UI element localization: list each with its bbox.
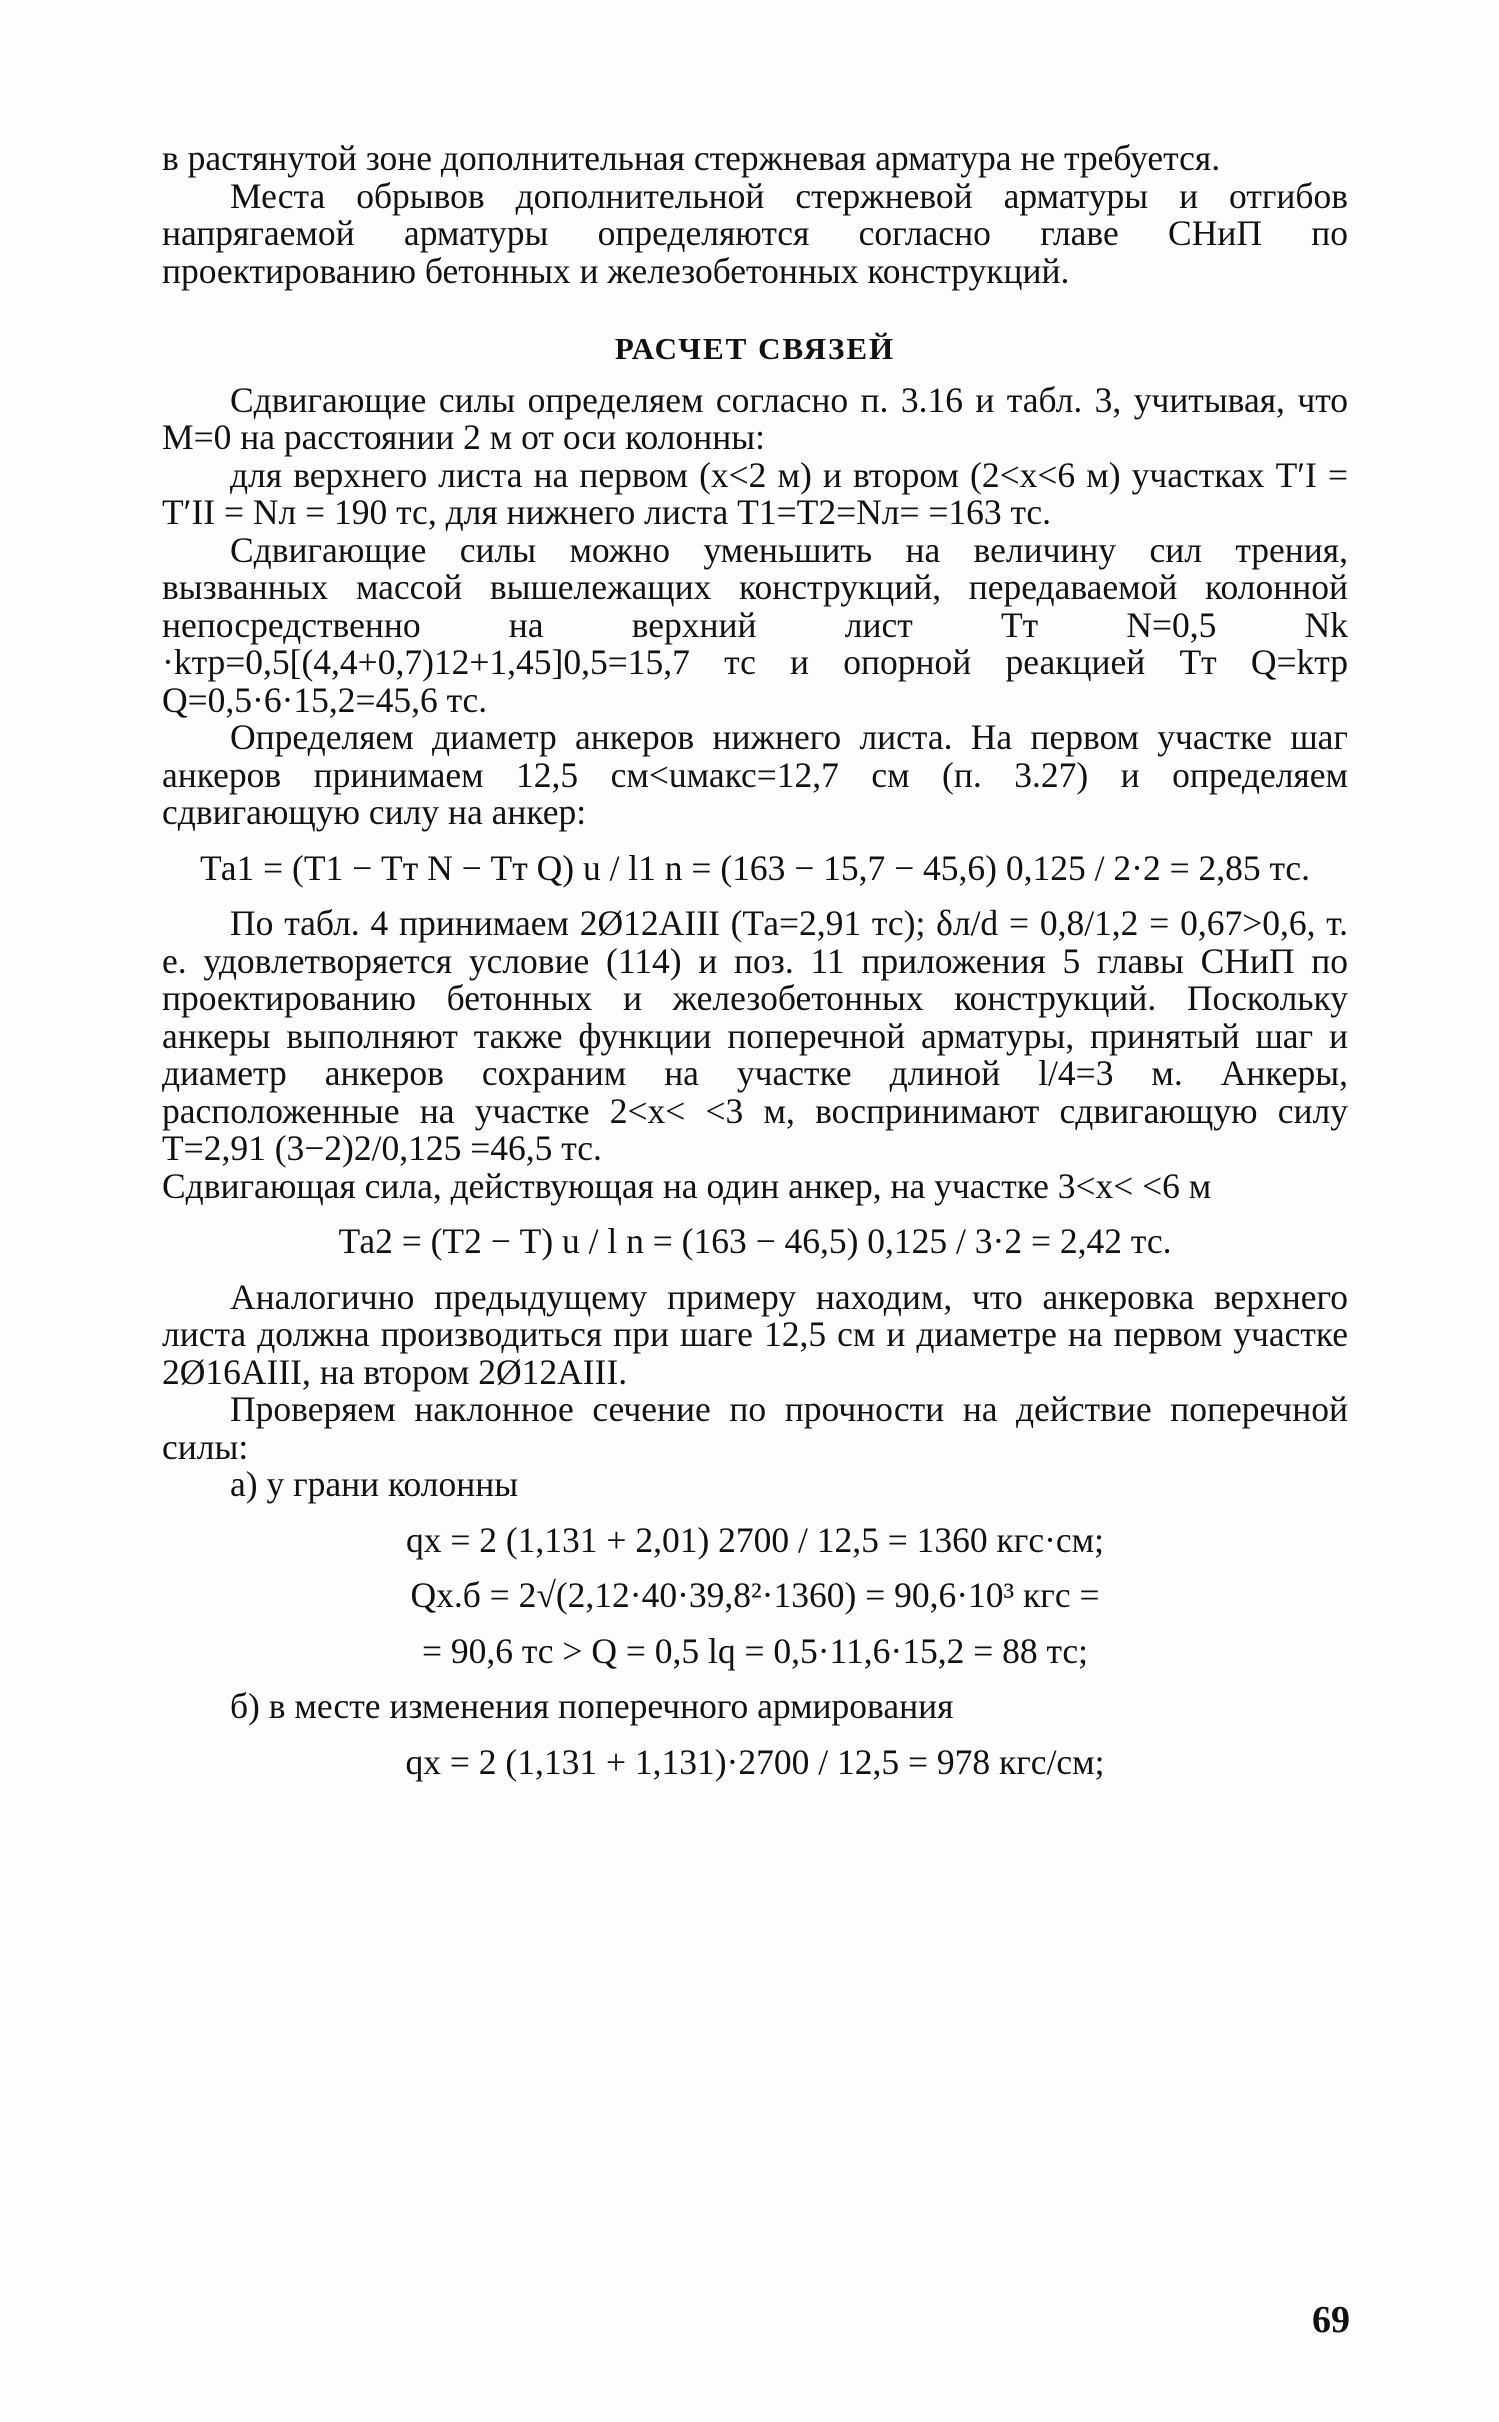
formula-qxb: Qх.б = 2√(2,12·40·39,8²·1360) = 90,6·10³ кгс = [410, 1575, 1100, 1615]
paragraph-10: Проверяем наклонное сечение по прочности на действие поперечной силы: [162, 1389, 1348, 1467]
page-body [162, 140, 1348, 1799]
paragraph-6: Определяем диаметр анкеров нижнего листа. На первом участке шаг анкеров принимаем 12,5 см<uмакс=12,7 см (п. 3.27) и определяем сдвигающую силу на анкер: [162, 717, 1348, 832]
paragraph-2: Места обрывов дополнительной стержневой арматуры и отгибов напрягаемой арматуры определяются согласно главе СНиП по проектированию бетонных и железобетонных конструкций. [162, 175, 1348, 291]
paragraph-8: Сдвигающая сила, действующая на один анкер, на участке 3<х< <6 м [162, 1165, 1212, 1206]
list-item-b: б) в месте изменения поперечного армирования [230, 1686, 954, 1726]
list-item-a: а) у грани колонны [230, 1464, 519, 1504]
paragraph-1: в растянутой зоне дополнительная стержневая арматура не требуется. [162, 138, 1221, 178]
paragraph-3: Сдвигающие силы определяем согласно п. 3.16 и табл. 3, учитывая, что М=0 на расстоянии 2 м от оси колонны: [162, 379, 1348, 457]
formula-ta1: Та1 = (Т1 − Тт N − Тт Q) u / l1 n = (163 − 15,7 − 45,6) 0,125 / 2·2 = 2,85 тс. [199, 847, 1311, 888]
page-number: 69 [1312, 2299, 1350, 2341]
formula-qxb-result: = 90,6 тс > Q = 0,5 lq = 0,5·11,6·15,2 = 88 тс; [421, 1630, 1089, 1671]
formula-qx-2: qх = 2 (1,131 + 1,131)·2700 / 12,5 = 978 кгс/см; [405, 1741, 1105, 1782]
paragraph-7: По табл. 4 принимаем 2Ø12АIII (Та=2,91 тс); δл/d = 0,8/1,2 = 0,67>0,6, т. е. удовлетворяется условие (114) и поз. 11 приложения 5 главы СНиП по проектированию бетонных и железобетонных конструкций. Поскольку анкеры выполняют также функции поперечной арматуры, принятый шаг и диаметр анкеров сохраним на участке длиной l/4=3 м. Анкеры, расположенные на участке 2<х< <3 м, воспринимают сдвигающую силу Т=2,91 (3−2)2/0,125 =46,5 тс. [162, 903, 1348, 1168]
paragraph-5: Сдвигающие силы можно уменьшить на величину сил трения, вызванных массой вышележащих конструкций, передаваемой колонной непосредственно на верхний лист Тт N=0,5 Nk ·kтр=0,5[(4,4+0,7)12+1,45]0,5=15,7 тс и опорной реакцией Тт Q=kтр Q=0,5·6·15,2=45,6 тс. [162, 529, 1348, 720]
formula-ta2: Та2 = (Т2 − Т) u / l n = (163 − 46,5) 0,125 / 3·2 = 2,42 тс. [338, 1221, 1172, 1261]
formula-qx-1: qх = 2 (1,131 + 2,01) 2700 / 12,5 = 1360 кгс·см; [405, 1519, 1105, 1560]
paragraph-4: для верхнего листа на первом (х<2 м) и втором (2<х<6 м) участках Т′I = Т′II = Nл = 190 тс, для нижнего листа Т1=Т2=Nл= =163 тс. [162, 454, 1348, 532]
paragraph-9: Аналогично предыдущему примеру находим, что анкеровка верхнего листа должна производиться при шаге 12,5 см и диаметре на первом участке 2Ø16АIII, на втором 2Ø12АIII. [162, 1276, 1348, 1392]
section-heading: РАСЧЕТ СВЯЗЕЙ [614, 331, 896, 366]
